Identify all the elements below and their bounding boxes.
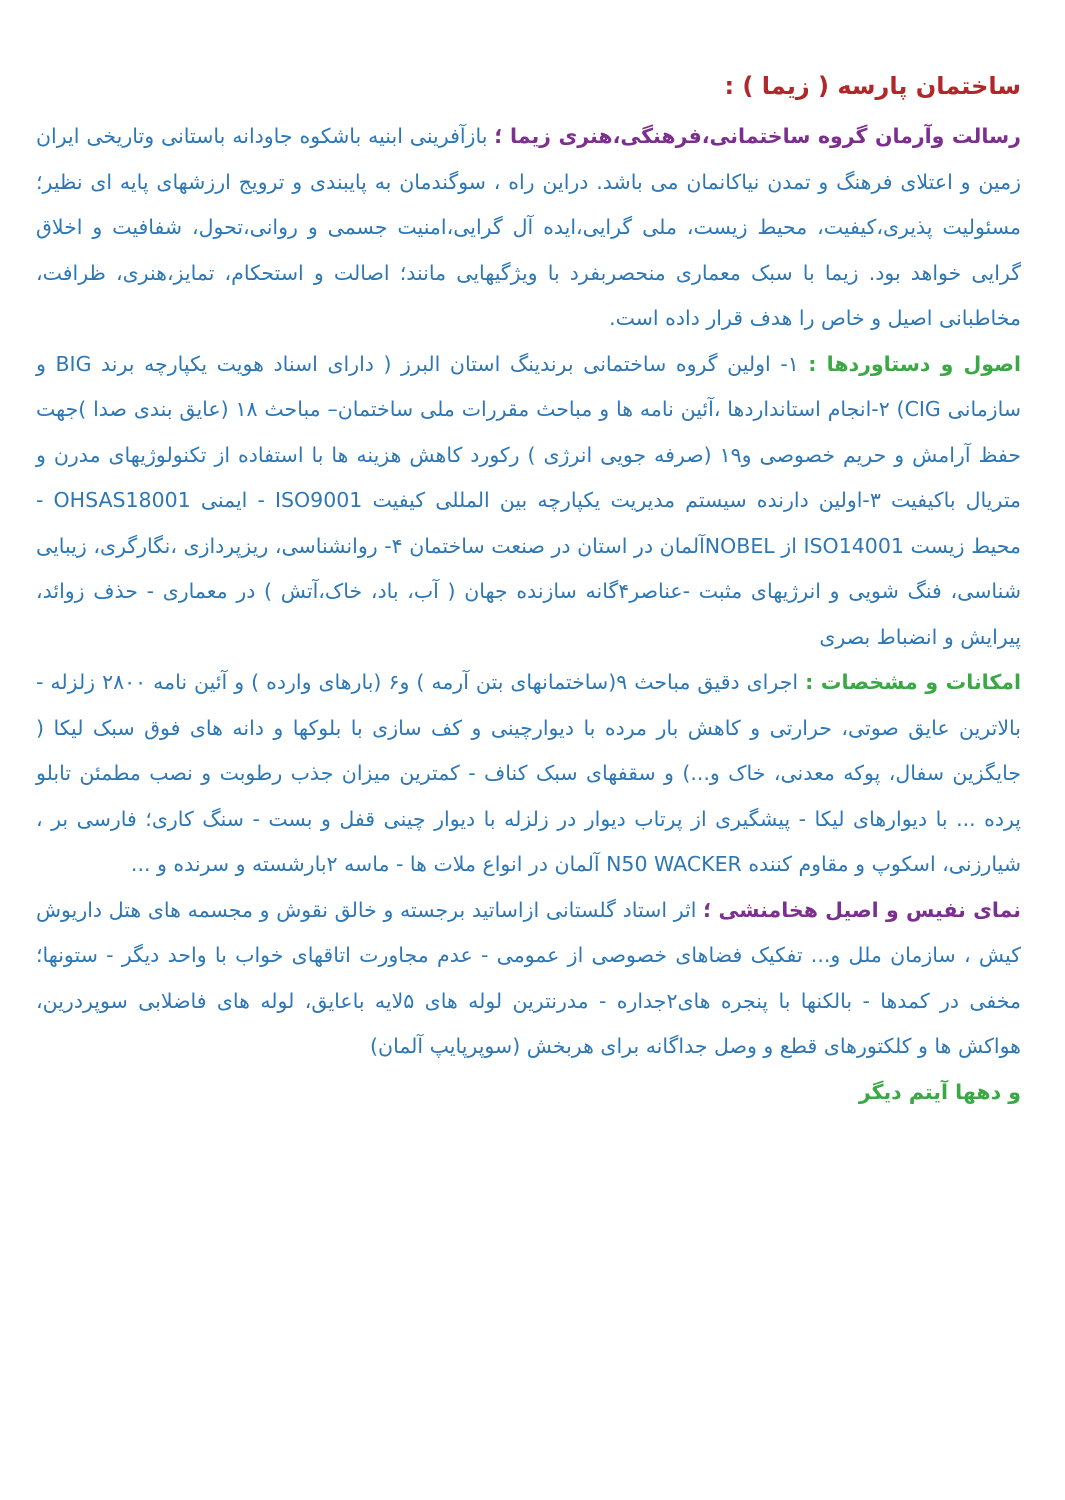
facade-label: نمای نفیس و اصیل هخامنشی ؛ <box>703 897 1021 922</box>
closing-paragraph <box>36 1070 1021 1116</box>
features-label: امکانات و مشخصات : <box>805 670 1022 694</box>
principles-text: ۱- اولین گروه ساختمانی برندینگ استان البرز ( دارای اسناد هویت یکپارچه برند BIG و سازمانی CIG) ۲-انجام استانداردها ،آئین نامه ها و مباحث مقررات ملی ساختمان– مباحث ۱۸ (عایق بندی صدا )جهت حفظ آرامش و حریم خصوصی و۱۹ (صرفه جویی انرژی ) رکورد کاهش هزینه ها با استفاده از تکنولوژیهای مدرن و متریال باکیفیت ۳-اولین دارنده سیستم مدیریت یکپارچه بین المللی کیفیت ISO9001 - ایمنی OHSAS18001 - محیط زیست ISO14001 از NOBELآلمان در استان در صنعت ساختمان ۴- روانشناسی، ریزپردازی ،نگارگری، زیبایی شناسی، فنگ شویی و انرژیهای مثبت -عناصر۴گانه سازنده جهان ( آب، باد، خاک،آتش ) در معماری - حذف زوائد، پیرایش و انضباط بصری <box>36 351 1022 649</box>
features-text: اجرای دقیق مباحث ۹(ساختمانهای بتن آرمه ) و۶ (بارهای وارده ) و آئین نامه ۲۸۰۰ زلزله - بالاترین عایق صوتی، حرارتی و کاهش بار مرده با دیوارچینی و کف سازی با بلوکها و دانه های فوق سبک لیکا ( جایگزین سفال، پوکه معدنی، خاک و...) و سقفهای سبک کناف - کمترین میزان جذب رطوبت و نصب مطمئن تابلو پرده ... با دیوارهای لیکا - پیشگیری از پرتاب دیوار در زلزله با دیوار چینی قفل و بست - سنگ کاری؛ فارسی بر ، شیارزنی، اسکوپ و مقاوم کننده N50 WACKER آلمان در انواع ملات ها - ماسه ۲بارشسته و سرنده و ... <box>36 670 1021 876</box>
principles-label: اصول و دستاوردها : <box>808 351 1021 376</box>
features-paragraph <box>36 660 1021 888</box>
document-page <box>36 60 1021 1115</box>
mission-text: بازآفرینی ابنیه باشکوه جاودانه باستانی وتاریخی ایران زمین و اعتلای فرهنگ و تمدن نیاکانمان می باشد. دراین راه ، سوگندمان به پایبندی و ترویج ارزشهای پایه ای نظیر؛ مسئولیت پذیری،کیفیت، محیط زیست، ملی گرایی،ایده آل گرایی،امنیت جسمی و روانی،تحول، شفافیت و اخلاق گرایی خواهد بود. زیما با سبک معماری منحصربفرد با ویژگیهایی مانند؛ اصالت و استحکام، تمایز،هنری، ظرافت، مخاطبانی اصیل و خاص را هدف قرار داده است. <box>36 124 1021 330</box>
mission-label: رسالت وآرمان گروه ساختمانی،فرهنگی،هنری زیما ؛ <box>494 124 1021 148</box>
closing-label: و دهها آیتم دیگر <box>858 1079 1021 1104</box>
facade-paragraph <box>36 888 1021 1070</box>
mission-paragraph <box>36 114 1021 342</box>
facade-text: اثر استاد گلستانی ازاساتید برجسته و خالق نقوش و مجسمه های هتل داریوش کیش ، سازمان ملل و... تفکیک فضاهای خصوصی از عمومی - عدم مجاورت اتاقهای خواب با واحد دیگر - ستونها؛ مخفی در کمدها - بالکنها با پنجره های۲جداره - مدرنترین لوله های ۵لایه باعایق، لوله های فاضلابی سوپردرین، هواکش ها و کلکتورهای قطع و وصل جداگانه برای هربخش (سوپرپایپ آلمان) <box>36 897 1021 1058</box>
principles-paragraph <box>36 342 1021 661</box>
page-title: ساختمان پارسه ( زیما ) : <box>724 72 1021 100</box>
